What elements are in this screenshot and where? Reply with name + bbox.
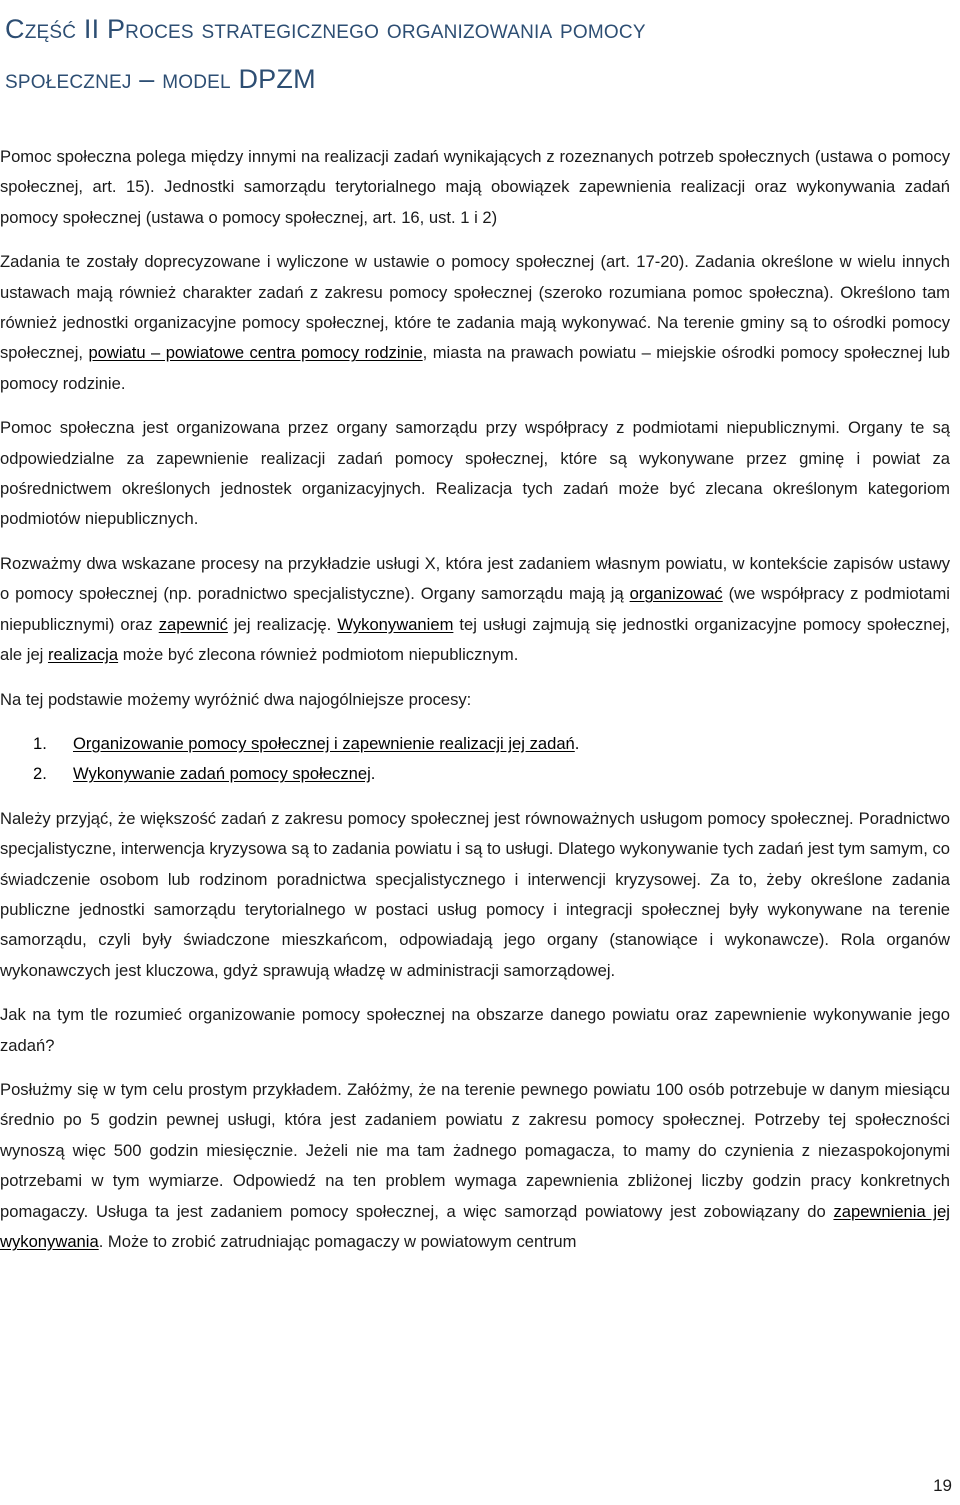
paragraph-2 (0, 247, 950, 399)
section-heading (5, 0, 955, 104)
list-item-text: Organizowanie pomocy społecznej i zapewnienie realizacji jej zadań (73, 733, 575, 753)
underlined-realizacja: realizacja (47, 645, 119, 665)
page-number: 19 (933, 1476, 952, 1495)
process-list (0, 729, 950, 790)
underlined-zapewnic: zapewnić (158, 614, 228, 634)
list-item (33, 729, 950, 759)
paragraph-2-text-a: Zadania te zostały doprecyzowane i wyliczone w ustawie o pomocy społecznej (art. 17-20). Zadania określone w wielu innych ustawach mają również charakter zadań z zakresu pomocy społecznej (szeroko rozumiana pomoc społeczna). Określono tam również jednostki organizacyjne pomocy społecznej, które te zadania mają wykonywać. Na terenie gminy są to ośrodki pomocy społecznej, (0, 252, 950, 363)
body-text (0, 142, 950, 1271)
underlined-organizowac: organizować (629, 584, 723, 604)
paragraph-4-text-d: tej usługi zajmują się jednostki organizacyjne pomocy społecznej, ale jej (0, 614, 950, 665)
paragraph-3: Pomoc społeczna jest organizowana przez organy samorządu przy współpracy z podmiotami niepublicznymi. Organy te są odpowiedzialne za zapewnienie realizacji zadań pomocy społecznej, które są wykonywane przez gminę i powiat za pośrednictwem określonych jednostek organizacyjnych. Realizacja tych zadań może być zlecana określonym kategoriom podmiotów niepublicznych. (0, 418, 950, 529)
paragraph-5: Na tej podstawie możemy wyróżnić dwa najogólniejsze procesy: (0, 689, 472, 709)
paragraph-8-text-a: Posłużmy się w tym celu prostym przykładem. Załóżmy, że na terenie pewnego powiatu 100 osób potrzebuje w danym miesiącu średnio po 5 godzin pewnej usługi, która jest zadaniem powiatu z zakresu pomocy społecznej. Potrzeby tej społeczności wynoszą więc 500 godzin miesięcznie. Jeżeli nie ma tam żadnego pomagacza, to mamy do czynienia z niezaspokojonymi potrzebami w tym wymiarze. Odpowiedź na ten problem wymaga zapewnienia zbliżonej liczby godzin pracy konkretnych pomagaczy. Usługa ta jest zadaniem pomocy społecznej, a więc samorząd powiatowy jest zobowiązany do (0, 1079, 950, 1221)
paragraph-8 (0, 1075, 950, 1257)
paragraph-4-text-e: może być zlecona również podmiotom niepublicznym. (118, 645, 519, 665)
paragraph-7: Jak na tym tle rozumieć organizowanie pomocy społecznej na obszarze danego powiatu oraz zapewnienie wykonywanie jego zadań? (0, 1005, 950, 1055)
list-item-tail: . (370, 764, 376, 784)
list-item-tail: . (574, 733, 580, 753)
heading-line-1: Część II Proces strategicznego organizowania pomocy (5, 14, 646, 44)
paragraph-6: Należy przyjąć, że większość zadań z zakresu pomocy społecznej jest równoważnych usługom pomocy społecznej. Poradnictwo specjalistyczne, interwencja kryzysowa są to zadania powiatu i są to usługi. Dlatego wykonywanie tych zadań jest tym samym, co świadczenie osobom lub rodzinom poradnictwa specjalistycznego i interwencji kryzysowej. Za to, żeby określone zadania publiczne jednostki samorządu terytorialnego w postaci usług pomocy i integracji społecznej były wykonywane na terenie samorządu, czyli były świadczone mieszkańcom, odpowiadają jego organy (stanowiące i wykonawcze). Rola organów wykonawczych jest kluczowa, gdyż sprawują władzę w administracji samorządowej. (0, 808, 950, 980)
paragraph-4-text-b: (we współpracy z podmiotami niepublicznymi) oraz (0, 584, 950, 634)
paragraph-2-underlined: powiatu – powiatowe centra pomocy rodzinie (88, 343, 423, 363)
heading-acronym: DPZM (238, 64, 316, 94)
document-page (5, 0, 955, 104)
heading-line-2: społecznej – model (5, 64, 239, 94)
underlined-zapewnienia: zapewnienia jej wykonywania (0, 1201, 950, 1251)
list-number: 1. (33, 733, 47, 753)
paragraph-2-text-b: , miasta na prawach powiatu – miejskie ośrodki pomocy społecznej lub pomocy rodzinie. (0, 343, 950, 393)
underlined-wykonywaniem: Wykonywaniem (337, 614, 454, 634)
paragraph-8-text-b: . Może to zrobić zatrudniając pomagaczy w powiatowym centrum (98, 1232, 577, 1251)
list-item-text: Wykonywanie zadań pomocy społecznej (73, 764, 371, 784)
paragraph-4-text-c: jej realizację. (227, 614, 338, 634)
list-number: 2. (33, 764, 47, 784)
list-item (33, 759, 950, 789)
paragraph-4-text-a: Rozważmy dwa wskazane procesy na przykładzie usługi X, która jest zadaniem własnym powiatu, w kontekście zapisów ustawy o pomocy społecznej (np. poradnictwo specjalistyczne). Organy samorządu mają ją (0, 553, 950, 604)
paragraph-4 (0, 549, 950, 671)
paragraph-1: Pomoc społeczna polega między innymi na realizacji zadań wynikających z rozeznanych potrzeb społecznych (ustawa o pomocy społecznej, art. 15). Jednostki samorządu terytorialnego mają obowiązek zapewnienia realizacji oraz wykonywania zadań pomocy społecznej (ustawa o pomocy społecznej, art. 16, ust. 1 i 2) (0, 147, 950, 227)
